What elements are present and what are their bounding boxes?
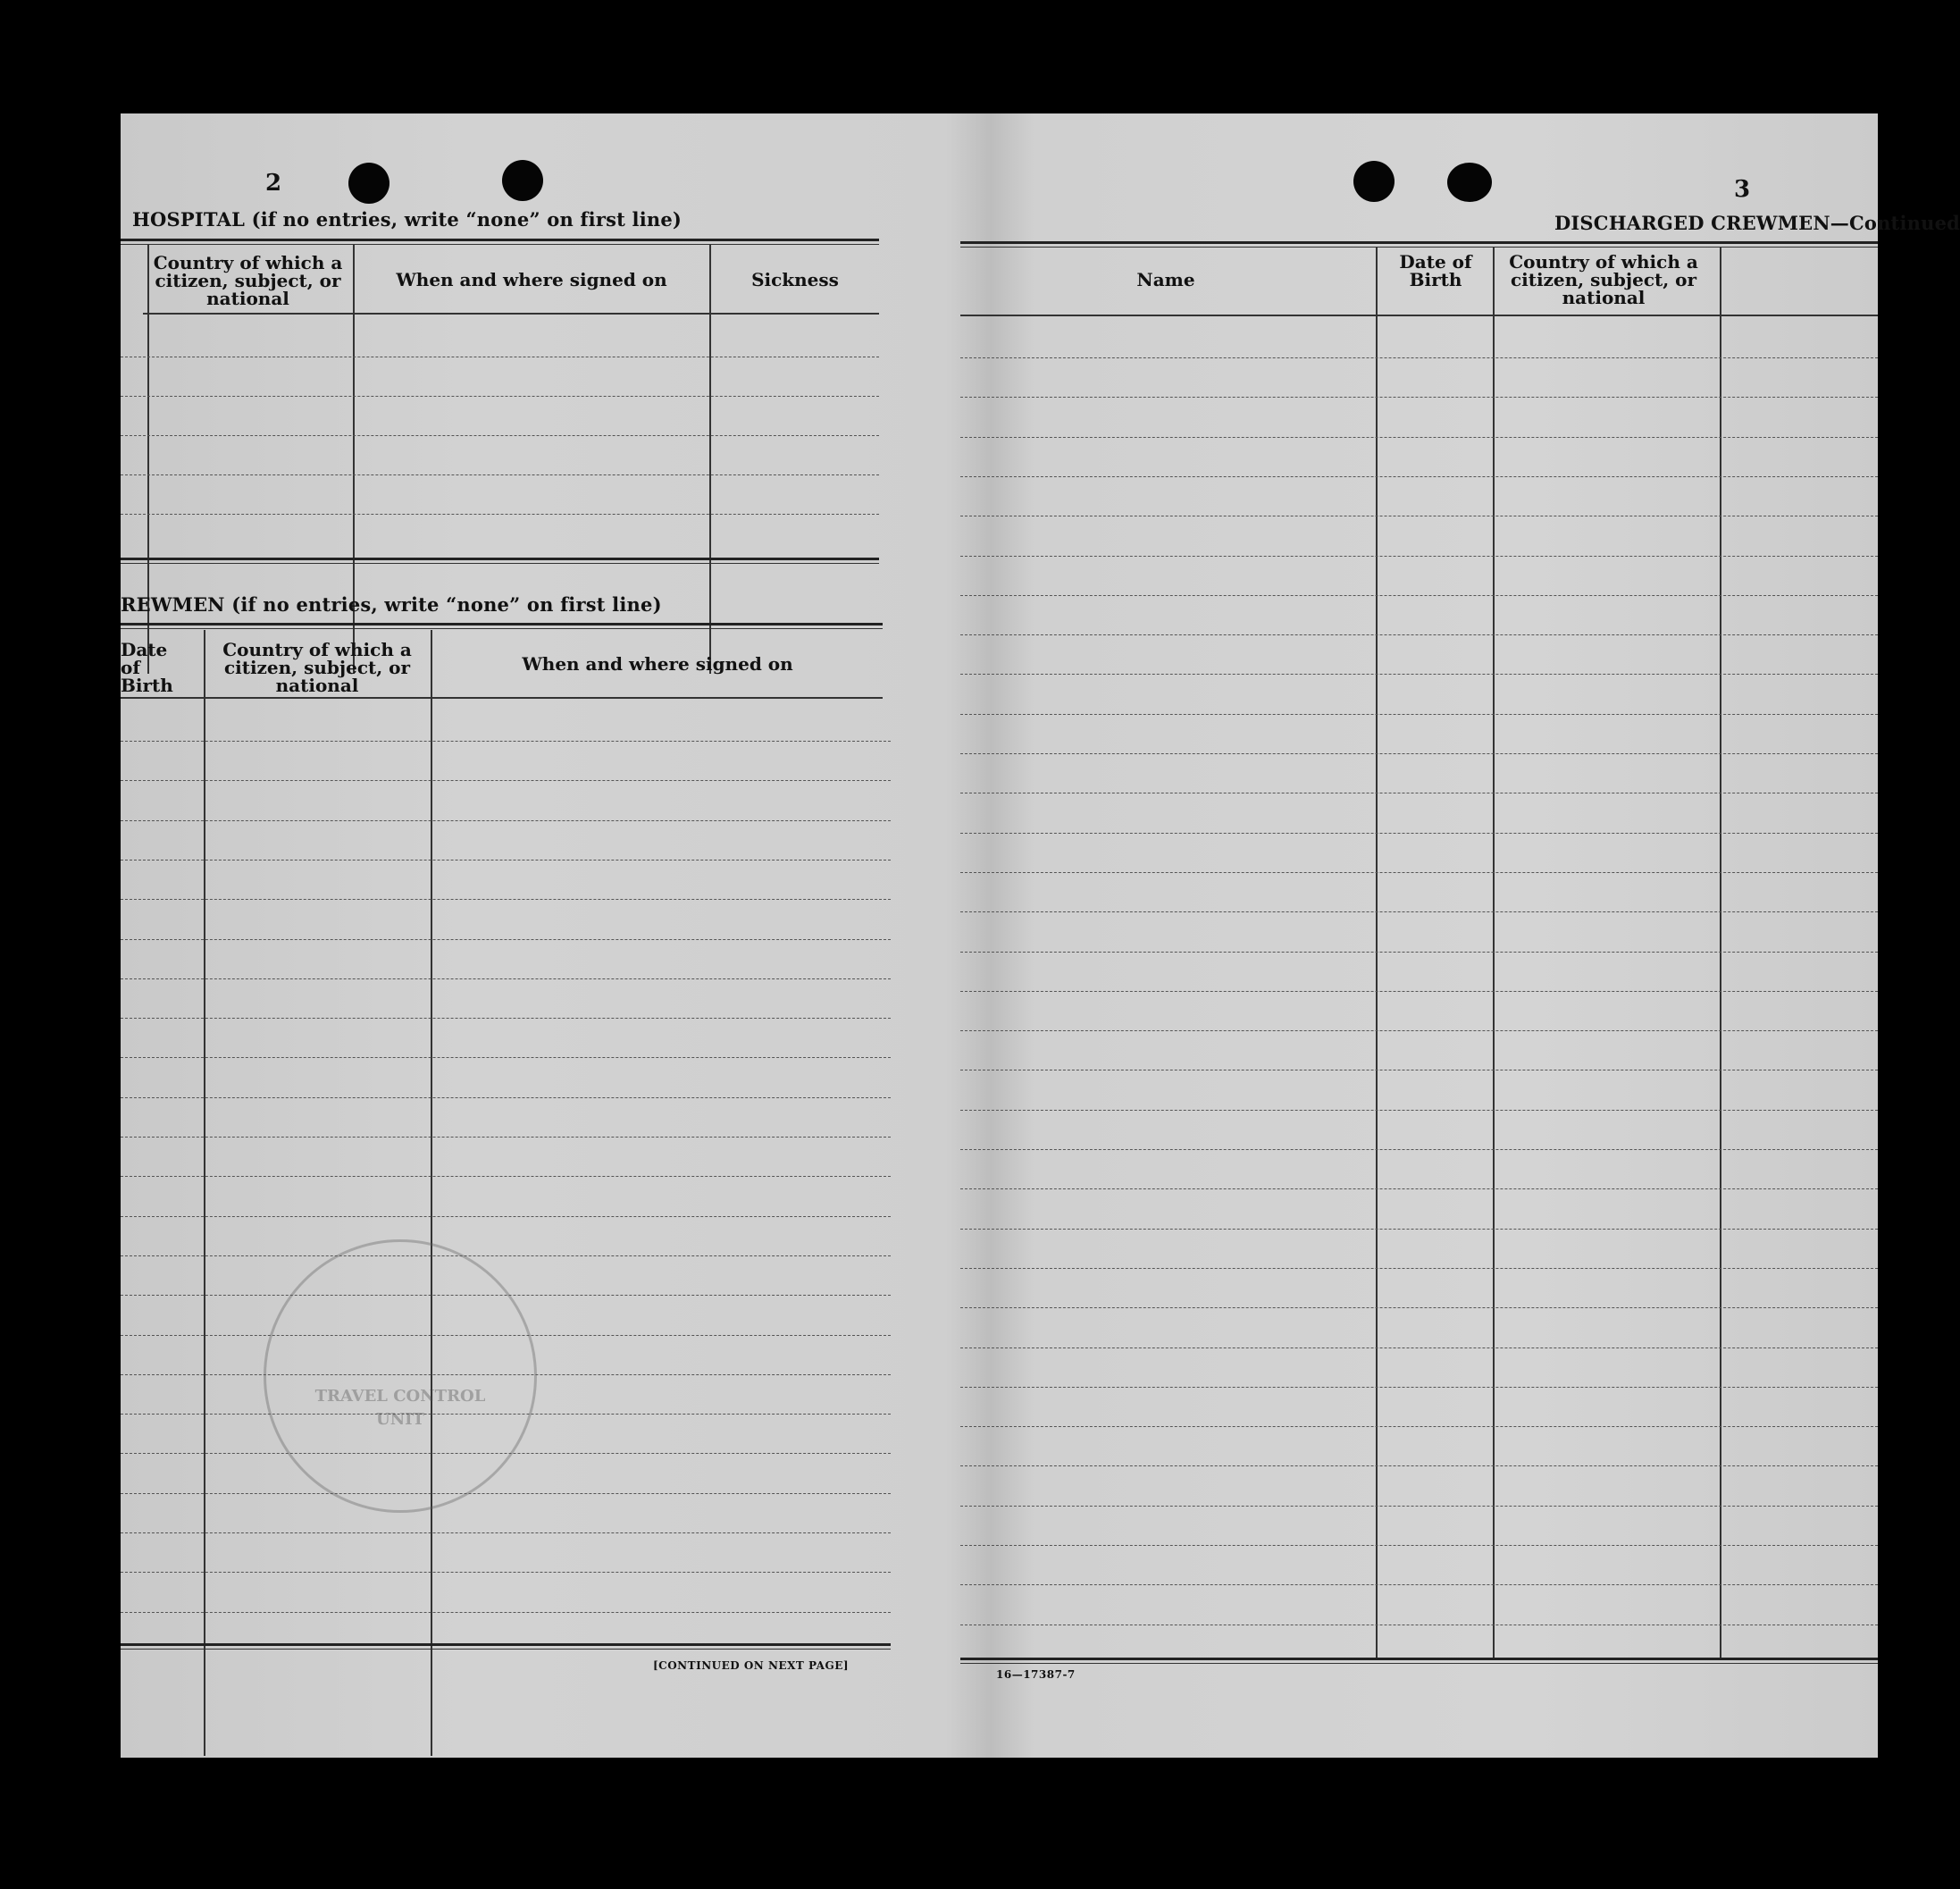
ruled-line: [960, 1110, 1878, 1111]
ruled-line: [121, 396, 879, 397]
rule: [121, 697, 883, 699]
rule: [960, 315, 1878, 316]
ruled-line: [121, 820, 891, 821]
ruled-line: [960, 1506, 1878, 1507]
ruled-line: [960, 872, 1878, 873]
ruled-line: [960, 1426, 1878, 1427]
punch-hole: [502, 160, 543, 201]
ruled-line: [960, 556, 1878, 557]
ruled-line: [121, 1137, 891, 1138]
punch-hole: [348, 163, 389, 204]
ruled-line: [960, 1545, 1878, 1546]
ruled-line: [960, 1188, 1878, 1189]
ruled-line: [960, 1307, 1878, 1308]
column-header-country: Country of which a citizen, subject, or national: [222, 639, 412, 696]
column-divider: [1493, 248, 1495, 1658]
ruled-line: [121, 860, 891, 861]
ruled-line: [960, 634, 1878, 635]
page-number: 3: [1734, 176, 1751, 203]
document-sheet: [121, 113, 1960, 1758]
column-header-country: Country of which a citizen, subject, or national: [1509, 251, 1698, 308]
form-number: 16—17387-7: [996, 1668, 1076, 1681]
punch-hole: [1353, 161, 1395, 202]
ruled-line: [960, 1465, 1878, 1466]
ruled-line: [121, 1612, 891, 1613]
page-number: 2: [265, 170, 282, 197]
ruled-line: [960, 357, 1878, 358]
ruled-line: [960, 991, 1878, 992]
ruled-line: [960, 595, 1878, 596]
rule: [121, 239, 879, 241]
ruled-line: [121, 1572, 891, 1573]
punch-hole: [1447, 163, 1492, 202]
stamp-text: TRAVEL CONTROL: [314, 1387, 486, 1406]
ruled-line: [960, 1229, 1878, 1230]
column-divider: [204, 630, 205, 1756]
ruled-line: [121, 435, 879, 436]
ruled-line: [960, 1347, 1878, 1348]
column-divider: [431, 630, 432, 1756]
ruled-line: [121, 1255, 891, 1256]
ruled-line: [121, 1176, 891, 1177]
rule: [121, 623, 883, 625]
column-header-date-of-birth: Date of Birth: [1399, 251, 1472, 290]
column-header-name: Name: [1136, 269, 1195, 290]
rule: [960, 1658, 1878, 1660]
rule: [121, 558, 879, 560]
column-header-sickness: Sickness: [751, 269, 839, 290]
ruled-line: [121, 1532, 891, 1533]
ruled-line: [121, 780, 891, 781]
travel-control-stamp: [264, 1239, 537, 1513]
ruled-line: [960, 1149, 1878, 1150]
rule: [121, 1643, 891, 1646]
continued-note: [CONTINUED ON NEXT PAGE]: [653, 1659, 850, 1672]
ruled-line: [121, 939, 891, 940]
ruled-line: [121, 1216, 891, 1217]
ruled-line: [121, 1057, 891, 1058]
ruled-line: [121, 741, 891, 742]
ruled-line: [960, 952, 1878, 953]
column-divider: [1376, 248, 1378, 1658]
ruled-line: [960, 397, 1878, 398]
ruled-line: [121, 474, 879, 475]
column-divider: [709, 245, 711, 674]
ruled-line: [960, 476, 1878, 477]
ruled-line: [960, 753, 1878, 754]
ruled-line: [960, 1030, 1878, 1031]
ruled-line: [121, 1493, 891, 1494]
crewmen-section-title: REWMEN (if no entries, write “none” on first line): [121, 593, 662, 616]
ruled-line: [960, 911, 1878, 912]
ruled-line: [121, 1018, 891, 1019]
ruled-line: [121, 1097, 891, 1098]
ruled-line: [121, 899, 891, 900]
ruled-line: [960, 1387, 1878, 1388]
column-header-date-of-birth: Date of Birth: [121, 639, 173, 696]
column-divider: [1720, 248, 1721, 1658]
ruled-line: [960, 833, 1878, 834]
hospital-section-title: HOSPITAL (if no entries, write “none” on first line): [132, 208, 683, 231]
ruled-line: [121, 978, 891, 979]
column-header-signed-on: When and where signed on: [522, 653, 793, 675]
rule: [960, 241, 1878, 244]
right-page: [960, 113, 1960, 1758]
discharged-crewmen-title: DISCHARGED CREWMEN—Continued: [1554, 212, 1960, 234]
ruled-line: [960, 1268, 1878, 1269]
ruled-line: [960, 714, 1878, 715]
left-page: [121, 113, 951, 1758]
rule: [143, 313, 879, 315]
column-header-signed-on: When and where signed on: [396, 269, 667, 290]
ruled-line: [121, 514, 879, 515]
ruled-line: [960, 437, 1878, 438]
ruled-line: [960, 674, 1878, 675]
stamp-text: UNIT: [376, 1410, 424, 1429]
ruled-line: [960, 1584, 1878, 1585]
column-header-country: Country of which a citizen, subject, or national: [153, 252, 343, 309]
